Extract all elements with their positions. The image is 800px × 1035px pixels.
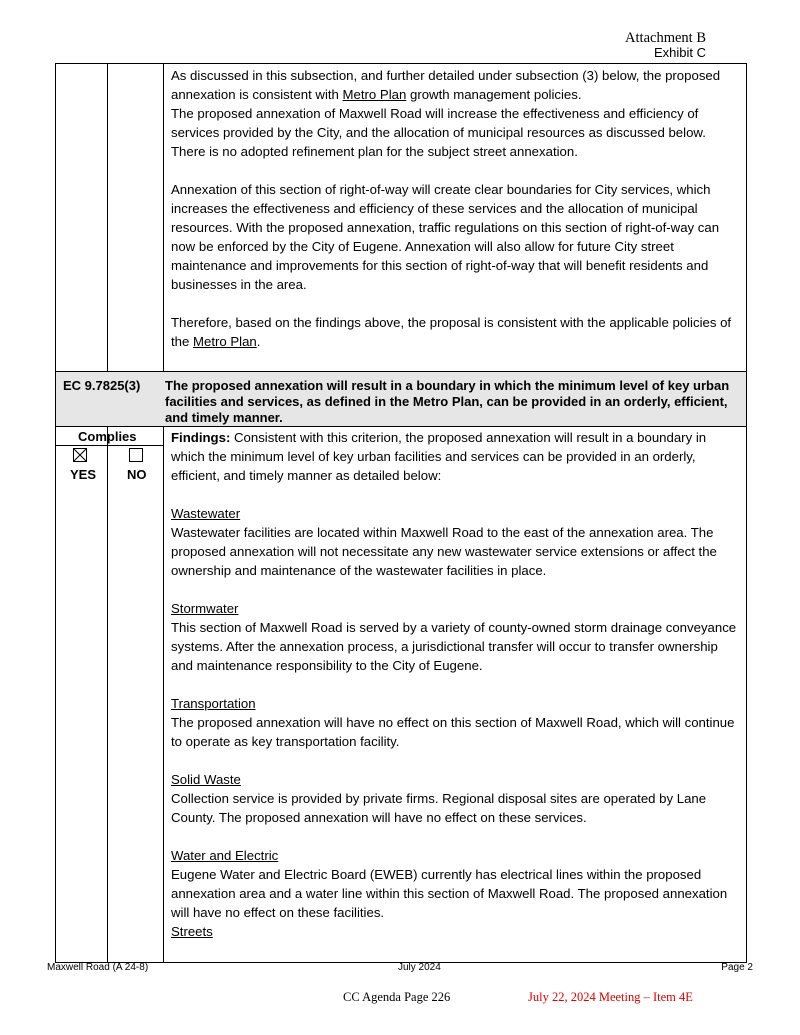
- criterion-statement: The proposed annexation will result in a boundary in which the minimum level of key urban facilities and services, as defined in the Metro Plan, can be provided in an orderly, efficient, and timely manner.: [165, 378, 730, 425]
- service-heading: Stormwater: [171, 601, 239, 616]
- service-text: Wastewater facilities are located within Maxwell Road to the east of the annexation area. The proposed annexation will not necessitate any new wastewater service extensions or affect the ownership and maintenance of the wastewater facilities in place.: [171, 525, 717, 578]
- service-text: The proposed annexation will have no effect on this section of Maxwell Road, which will continue to operate as key transportation facility.: [171, 715, 735, 749]
- yes-cell: [56, 427, 108, 962]
- paragraph: Annexation of this section of right-of-way will create clear boundaries for City services, which increases the effectiveness and efficiency of these services and the allocation of municipal resources. With the proposed annexation, traffic regulations on this section of right-of-way can now be enforced by the City of Eugene. Annexation will also allow for future City street maintenance and improvements for this section of right-of-way that will benefit residents and businesses in the area.: [171, 182, 720, 292]
- criterion-header-row: [55, 371, 747, 427]
- footer-document-name: Maxwell Road (A 24-8): [47, 962, 149, 973]
- paragraph: The proposed annexation of Maxwell Road will increase the effectiveness and efficiency of services provided by the City, and the allocation of municipal resources as discussed below. There is no adopted refinement plan for the subject street annexation.: [171, 106, 706, 159]
- service-heading: Transportation: [171, 696, 256, 711]
- service-heading: Water and Electric: [171, 848, 279, 863]
- no-checkbox[interactable]: [129, 448, 143, 462]
- service-heading: Streets: [171, 924, 213, 939]
- service-text: Eugene Water and Electric Board (EWEB) currently has electrical lines within the proposed annexation area and a water line within this section of Maxwell Road. The proposed annexation will have no effect on these facilities.: [171, 867, 728, 920]
- service-heading: Solid Waste: [171, 772, 241, 787]
- findings-table: [55, 63, 747, 963]
- footer-date: July 2024: [398, 962, 441, 973]
- findings-intro: Findings: Consistent with this criterion, the proposed annexation will result in a boundary in which the minimum level of key urban facilities and services can be provided in an orderly, efficient, and timely manner as detailed below:: [171, 430, 707, 483]
- yes-label: YES: [70, 467, 97, 482]
- empty-cell-no: [108, 64, 164, 371]
- paragraph: Therefore, based on the findings above, the proposal is consistent with the applicable policies of the Metro Plan.: [171, 315, 732, 349]
- checked-x-icon: [74, 449, 86, 461]
- findings-continuation: [171, 66, 741, 351]
- service-heading: Wastewater: [171, 506, 241, 521]
- agenda-page: CC Agenda Page 226: [343, 990, 451, 1004]
- meeting-label: July 22, 2024 Meeting – Item 4E: [528, 990, 693, 1004]
- metro-plan-reference: Metro Plan: [342, 87, 407, 102]
- table-row-findings: [55, 427, 747, 963]
- service-sections: [171, 504, 741, 922]
- metro-plan-reference: Metro Plan: [193, 334, 257, 349]
- complies-heading: Complies: [78, 429, 137, 444]
- findings-body: [171, 428, 741, 941]
- complies-divider: [56, 445, 163, 446]
- paragraph: As discussed in this subsection, and further detailed under subsection (3) below, the proposed annexation is consistent with Metro Plan growth management policies.: [171, 68, 721, 102]
- criterion-code: EC 9.7825(3): [63, 378, 141, 393]
- no-cell: [108, 427, 164, 962]
- exhibit-label: Exhibit C: [653, 45, 706, 60]
- table-row-continuation: [55, 63, 747, 371]
- service-text: Collection service is provided by private firms. Regional disposal sites are operated by Lane County. The proposed annexation will have no effect on these services.: [171, 791, 707, 825]
- empty-cell-yes: [56, 64, 108, 371]
- attachment-label: Attachment B: [625, 30, 706, 46]
- footer-page-number: Page 2: [721, 962, 753, 973]
- service-text: This section of Maxwell Road is served by a variety of county-owned storm drainage conveyance systems. After the annexation process, a jurisdictional transfer will occur to transfer ownership and maintenance responsibility to the City of Eugene.: [171, 620, 737, 673]
- yes-checkbox[interactable]: [73, 448, 87, 462]
- no-label: NO: [127, 467, 147, 482]
